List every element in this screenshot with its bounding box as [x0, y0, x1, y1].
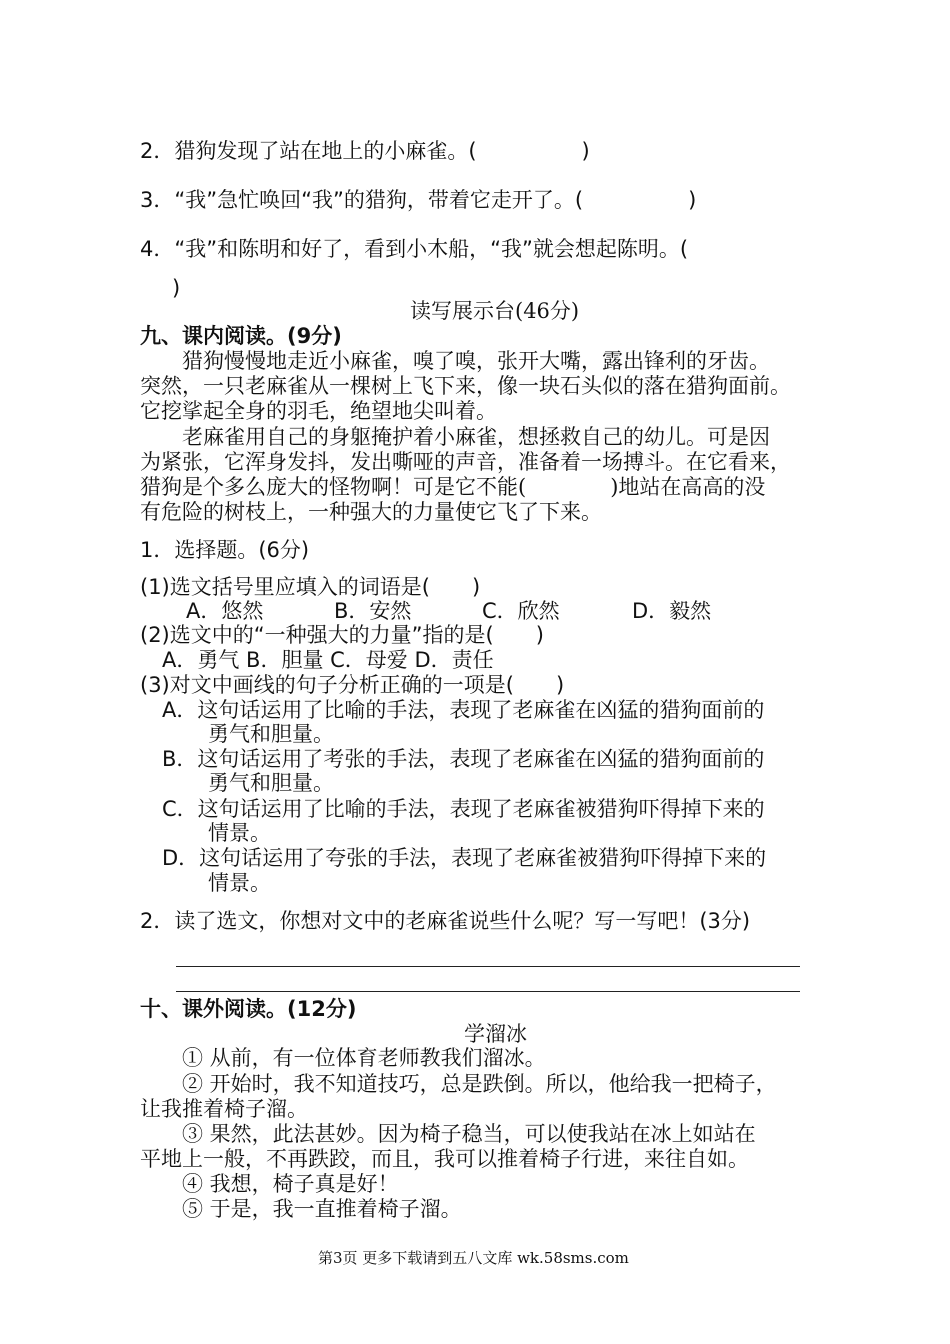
q9-s3-option-a-cont: 勇气和胆量。	[208, 722, 334, 746]
q9-s1-option-b: B．安然	[334, 599, 412, 623]
tf-item-3: 3．“我”急忙唤回“我”的猎狗，带着它走开了。( )	[140, 188, 697, 212]
passage-title: 学溜冰	[464, 1022, 527, 1046]
q9-s3-option-b-cont: 勇气和胆量。	[208, 771, 334, 795]
page-footer: 第3页 更多下载请到五八文库 wk.58sms.com	[318, 1249, 629, 1267]
q10-paragraph-line: 平地上一般，不再跌跤，而且，我可以推着椅子行进，来往自如。	[140, 1147, 749, 1171]
q10-paragraph-line: 让我推着椅子溜。	[140, 1097, 308, 1121]
q10-paragraph-line: ① 从前，有一位体育老师教我们溜冰。	[140, 1046, 546, 1070]
q9-s1-option-d: D．毅然	[632, 599, 712, 623]
tf-item-4-close: )	[172, 276, 181, 300]
section-title: 读写展示台(46分)	[410, 299, 580, 323]
q9-s3-option-b: B．这句话运用了考张的手法，表现了老麻雀在凶猛的猎狗面前的	[162, 747, 765, 771]
q9-passage-line: 为紧张，它浑身发抖，发出嘶哑的声音，准备着一场搏斗。在它看来，	[140, 450, 791, 474]
q9-passage-line: 突然，一只老麻雀从一棵树上飞下来，像一块石头似的落在猎狗面前。	[140, 374, 791, 398]
q10-paragraph-line: ④ 我想，椅子真是好！	[140, 1172, 399, 1196]
q9-s3-option-c-cont: 情景。	[208, 821, 271, 845]
q9-s2-options: A．勇气 B．胆量 C．母爱 D．责任	[162, 648, 494, 672]
q9-s3-option-c: C．这句话运用了比喻的手法，表现了老麻雀被猎狗吓得掉下来的	[162, 797, 765, 821]
q9-s1-question: (1)选文括号里应填入的词语是( )	[140, 575, 481, 599]
q9-passage-line: 有危险的树枝上，一种强大的力量使它飞了下来。	[140, 500, 602, 524]
q9-sub1: 1．选择题。(6分)	[140, 538, 310, 562]
tf-item-4: 4．“我”和陈明和好了，看到小木船，“我”就会想起陈明。(	[140, 237, 689, 261]
q9-sub2: 2．读了选文，你想对文中的老麻雀说些什么呢？写一写吧！(3分)	[140, 909, 751, 933]
answer-line[interactable]	[176, 991, 800, 992]
q9-s2-question: (2)选文中的“一种强大的力量”指的是( )	[140, 623, 544, 647]
q9-s3-option-d-cont: 情景。	[208, 871, 271, 895]
q9-s1-option-c: C．欣然	[482, 599, 560, 623]
q9-s1-option-a: A．悠然	[186, 599, 264, 623]
q9-passage-line: 它挖挲起全身的羽毛，绝望地尖叫着。	[140, 399, 497, 423]
q9-s3-option-d: D．这句话运用了夸张的手法，表现了老麻雀被猎狗吓得掉下来的	[162, 846, 767, 870]
q9-passage-line: 老麻雀用自己的身躯掩护着小麻雀，想拯救自己的幼儿。可是因	[140, 425, 770, 449]
answer-line[interactable]	[176, 966, 800, 967]
tf-item-2: 2．猎狗发现了站在地上的小麻雀。( )	[140, 139, 590, 163]
q9-s3-option-a: A．这句话运用了比喻的手法，表现了老麻雀在凶猛的猎狗面前的	[162, 698, 765, 722]
q9-passage-line: 猎狗是个多么庞大的怪物啊！可是它不能( )地站在高高的没	[140, 475, 766, 499]
q10-paragraph-line: ⑤ 于是，我一直推着椅子溜。	[140, 1197, 462, 1221]
q10-paragraph-line: ② 开始时，我不知道技巧，总是跌倒。所以，他给我一把椅子，	[140, 1072, 777, 1096]
q9-passage-line: 猎狗慢慢地走近小麻雀，嗅了嗅，张开大嘴，露出锋利的牙齿。	[140, 349, 770, 373]
q9-heading: 九、课内阅读。(9分)	[140, 324, 342, 348]
q10-paragraph-line: ③ 果然，此法甚妙。因为椅子稳当，可以使我站在冰上如站在	[140, 1122, 756, 1146]
q9-s3-question: (3)对文中画线的句子分析正确的一项是( )	[140, 673, 565, 697]
q10-heading: 十、课外阅读。(12分)	[140, 997, 357, 1021]
